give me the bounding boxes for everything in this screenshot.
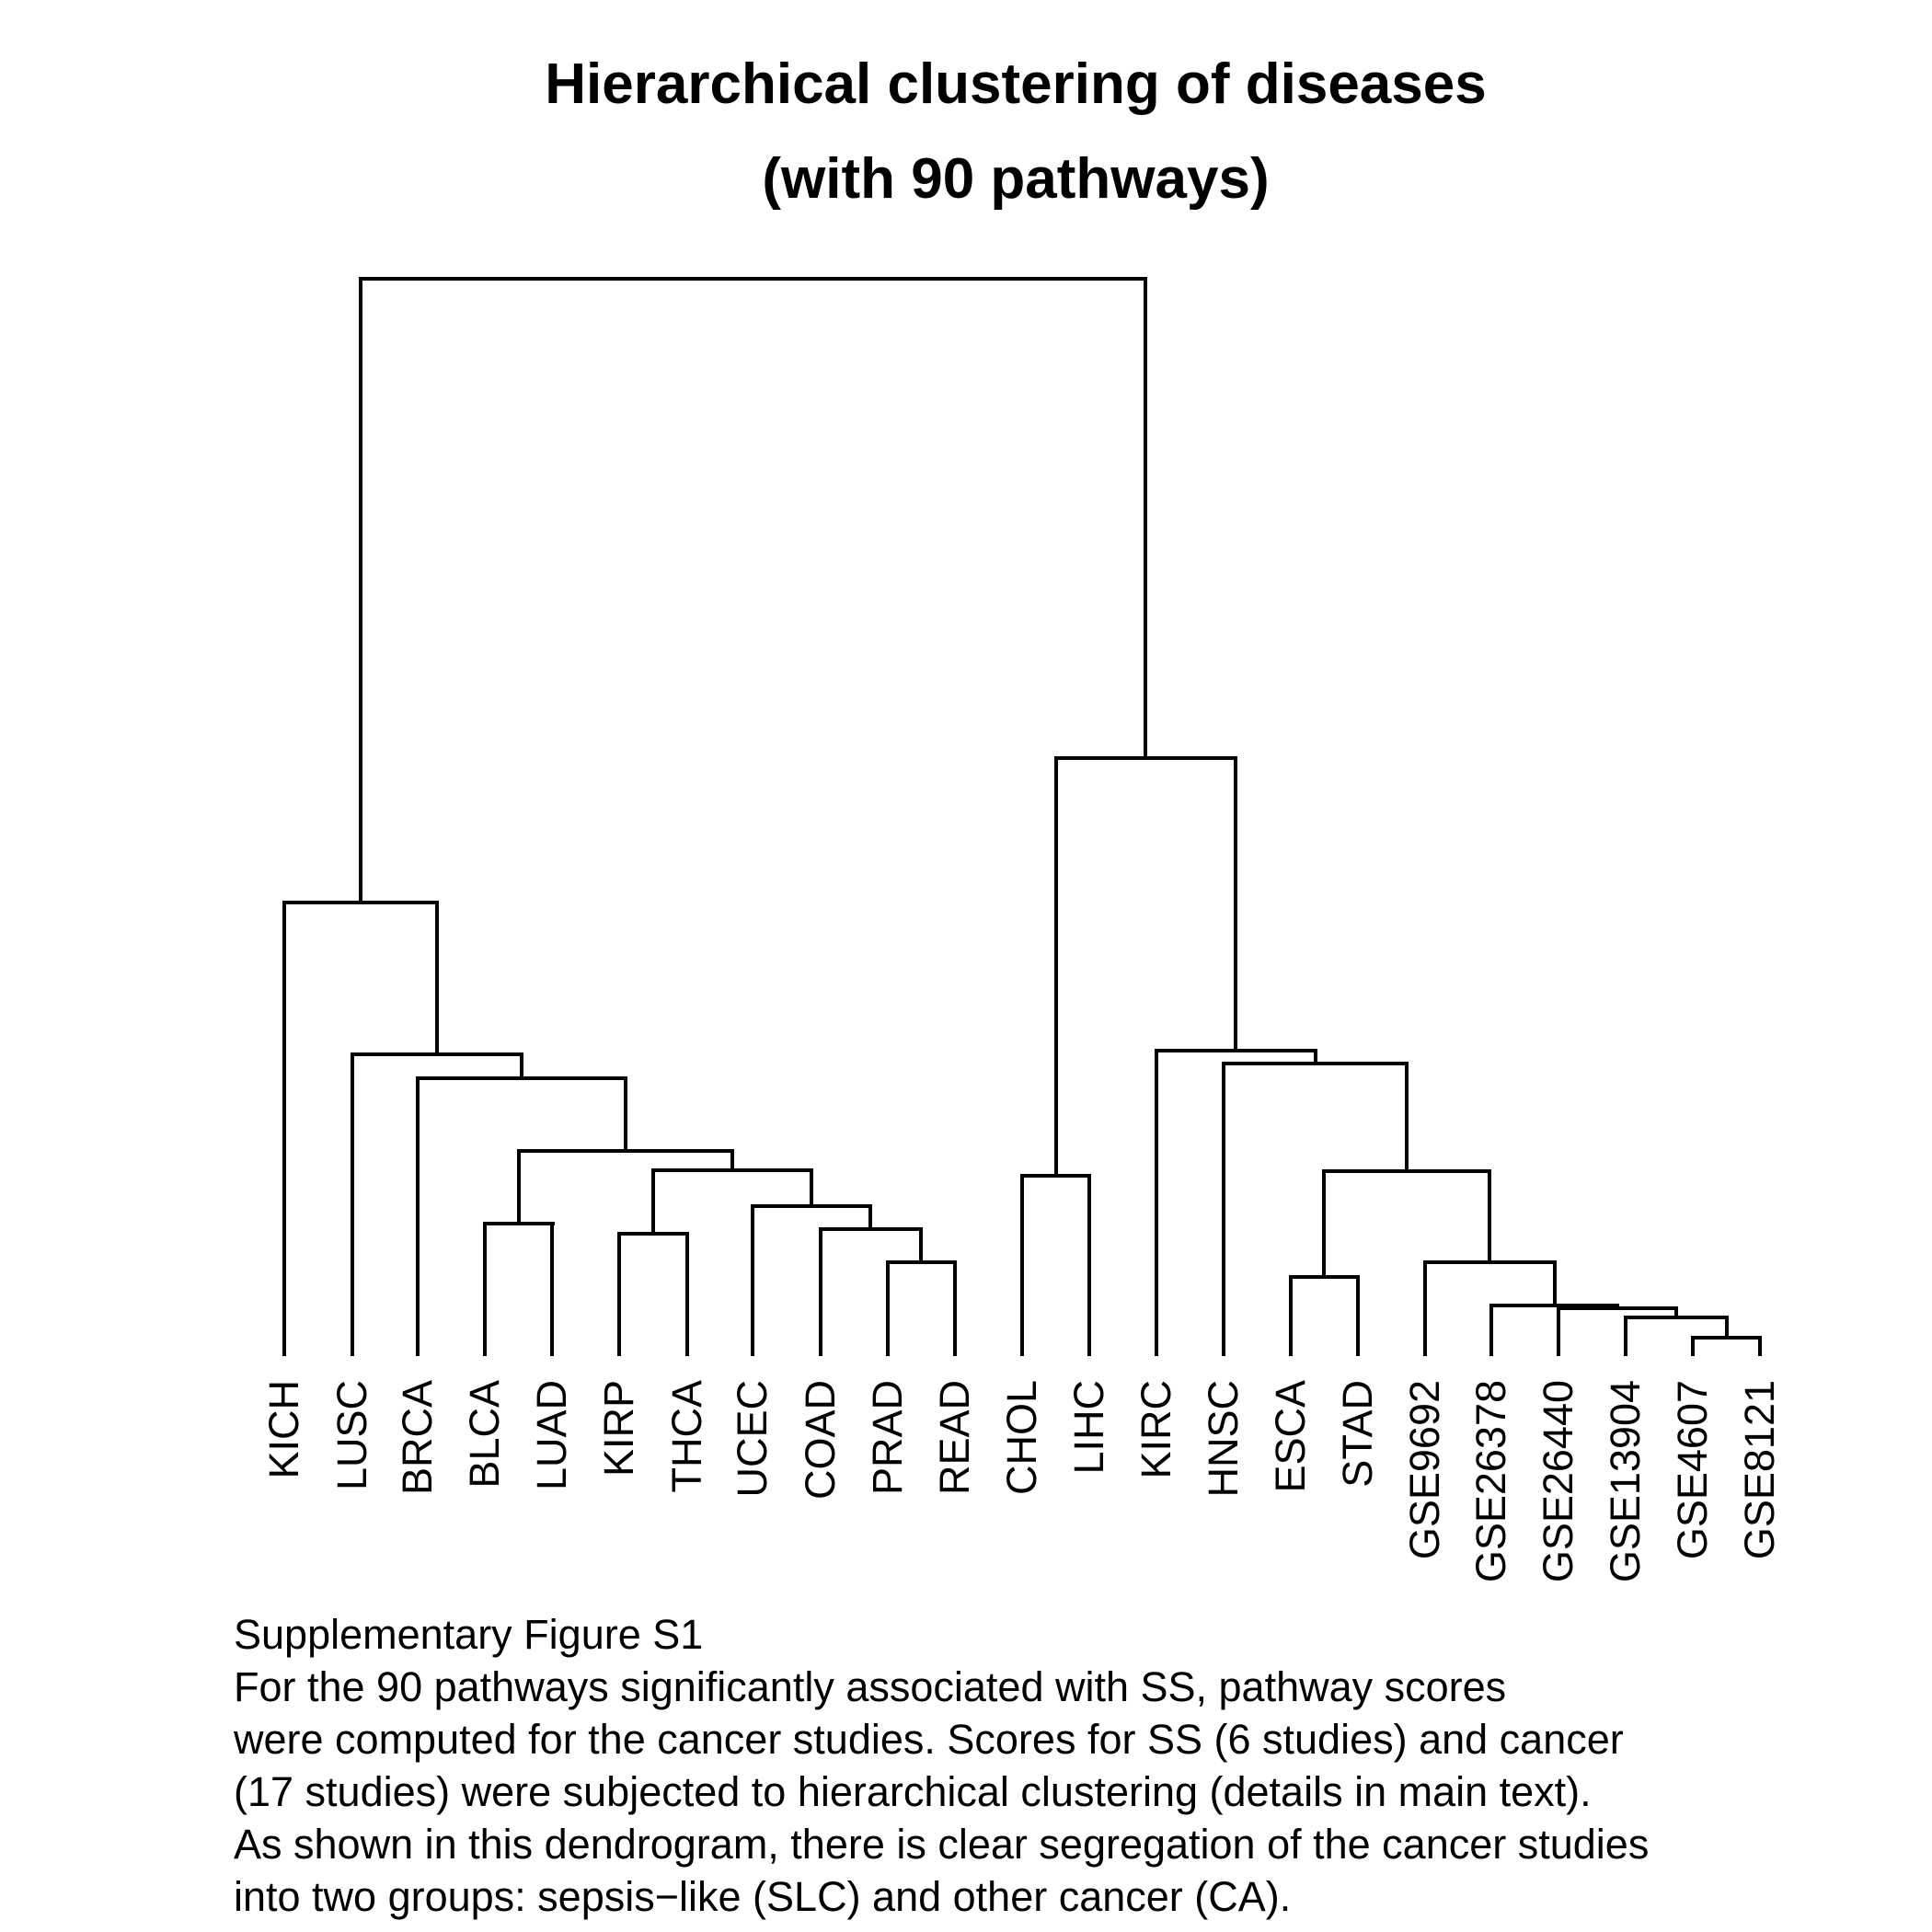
merge-stem-gse-3	[1616, 1304, 1619, 1310]
merge-stem-left-5	[730, 1149, 734, 1172]
caption-line: Supplementary Figure S1	[234, 1611, 704, 1658]
merge-stem-left-1	[359, 277, 362, 904]
leaf-label-GSE26440: GSE26440	[1535, 1380, 1581, 1583]
merge-stem-prad-read	[919, 1227, 923, 1264]
leaf-label-GSE8121: GSE8121	[1736, 1380, 1783, 1560]
leaf-label-COAD: COAD	[797, 1380, 844, 1501]
figure-caption	[234, 1608, 1890, 1923]
leaf-label-GSE13904: GSE13904	[1602, 1380, 1649, 1583]
leaf-stem-GSE26440	[1557, 1306, 1560, 1356]
chart-title-line2: (with 90 pathways)	[762, 147, 1270, 211]
merge-stem-gse4607-gse8121	[1725, 1316, 1729, 1340]
leaf-stem-UCEC	[751, 1204, 754, 1356]
leaf-stem-GSE13904	[1624, 1316, 1627, 1356]
leaf-label-LIHC: LIHC	[1065, 1380, 1112, 1475]
leaf-stem-GSE4607	[1691, 1336, 1695, 1356]
leaf-label-CHOL: CHOL	[998, 1380, 1045, 1496]
leaf-stem-THCA	[685, 1232, 689, 1356]
leaf-label-READ: READ	[931, 1380, 978, 1496]
merge-stem-left-7	[868, 1204, 872, 1231]
leaf-stem-GSE8121	[1758, 1336, 1762, 1356]
leaf-label-KICH: KICH	[260, 1380, 307, 1479]
chart-title-line1: Hierarchical clustering of diseases	[545, 52, 1487, 116]
merge-stem-blca-luad	[517, 1149, 521, 1225]
leaf-stem-GSE9692	[1423, 1260, 1427, 1356]
merge-stem-left-2	[435, 901, 439, 1056]
leaf-label-STAD: STAD	[1334, 1380, 1381, 1488]
caption-line: into two groups: sepsis−like (SLC) and other cancer (CA).	[234, 1873, 1292, 1920]
leaf-label-LUSC: LUSC	[328, 1380, 375, 1491]
leaf-label-LUAD: LUAD	[528, 1380, 575, 1491]
merge-stem-right-2	[1234, 756, 1237, 1052]
leaf-label-GSE4607: GSE4607	[1669, 1380, 1716, 1560]
merge-stem-gse-4	[1674, 1306, 1678, 1319]
leaf-label-GSE9692: GSE9692	[1401, 1380, 1448, 1560]
merge-stem-esca-stad	[1322, 1169, 1326, 1279]
merge-stem-chol-lihc	[1054, 756, 1058, 1178]
leaf-stem-PRAD	[886, 1260, 890, 1356]
caption-line: As shown in this dendrogram, there is clear segregation of the cancer studies	[234, 1821, 1650, 1868]
leaf-label-UCEC: UCEC	[729, 1380, 776, 1498]
merge-stem-left-6	[810, 1168, 813, 1208]
leaf-stem-ESCA	[1289, 1275, 1293, 1356]
leaf-label-HNSC: HNSC	[1200, 1380, 1247, 1498]
leaf-stem-CHOL	[1020, 1174, 1024, 1356]
leaf-label-PRAD: PRAD	[864, 1380, 911, 1496]
leaf-stem-COAD	[819, 1227, 822, 1356]
merge-stem-kirp-thca	[651, 1168, 655, 1236]
leaf-label-ESCA: ESCA	[1267, 1380, 1314, 1493]
leaf-stem-KIRC	[1155, 1049, 1158, 1356]
merge-stem-left-4	[624, 1076, 627, 1153]
leaf-stem-READ	[953, 1260, 957, 1356]
merge-bar-root	[359, 277, 1147, 281]
leaf-label-GSE26378: GSE26378	[1467, 1380, 1514, 1583]
leaf-label-KIRP: KIRP	[595, 1380, 642, 1478]
caption-line: were computed for the cancer studies. Scores for SS (6 studies) and cancer	[234, 1716, 1624, 1763]
leaf-label-BLCA: BLCA	[461, 1380, 508, 1489]
leaf-stem-GSE26378	[1489, 1304, 1493, 1356]
leaf-stem-LUAD	[550, 1222, 554, 1356]
leaf-stem-BLCA	[483, 1222, 487, 1356]
merge-stem-right-1	[1144, 277, 1147, 760]
leaf-label-THCA: THCA	[663, 1380, 710, 1493]
merge-stem-right-3	[1314, 1049, 1317, 1065]
leaf-stem-KIRP	[617, 1232, 621, 1356]
leaf-stem-LUSC	[351, 1052, 354, 1356]
leaf-stem-KICH	[282, 901, 286, 1356]
merge-stem-gse-1	[1488, 1169, 1491, 1264]
leaf-label-KIRC: KIRC	[1133, 1380, 1179, 1479]
leaf-label-BRCA: BRCA	[394, 1380, 441, 1496]
leaf-stem-HNSC	[1222, 1062, 1225, 1356]
leaf-stem-STAD	[1356, 1275, 1360, 1356]
leaf-stem-LIHC	[1087, 1174, 1091, 1356]
merge-stem-right-4	[1405, 1062, 1409, 1173]
caption-line: For the 90 pathways significantly associated with SS, pathway scores	[234, 1663, 1507, 1710]
merge-stem-left-3	[520, 1052, 523, 1080]
merge-stem-gse-2	[1553, 1260, 1557, 1307]
leaf-stem-BRCA	[416, 1076, 420, 1356]
caption-line: (17 studies) were subjected to hierarchical clustering (details in main text).	[234, 1768, 1592, 1815]
